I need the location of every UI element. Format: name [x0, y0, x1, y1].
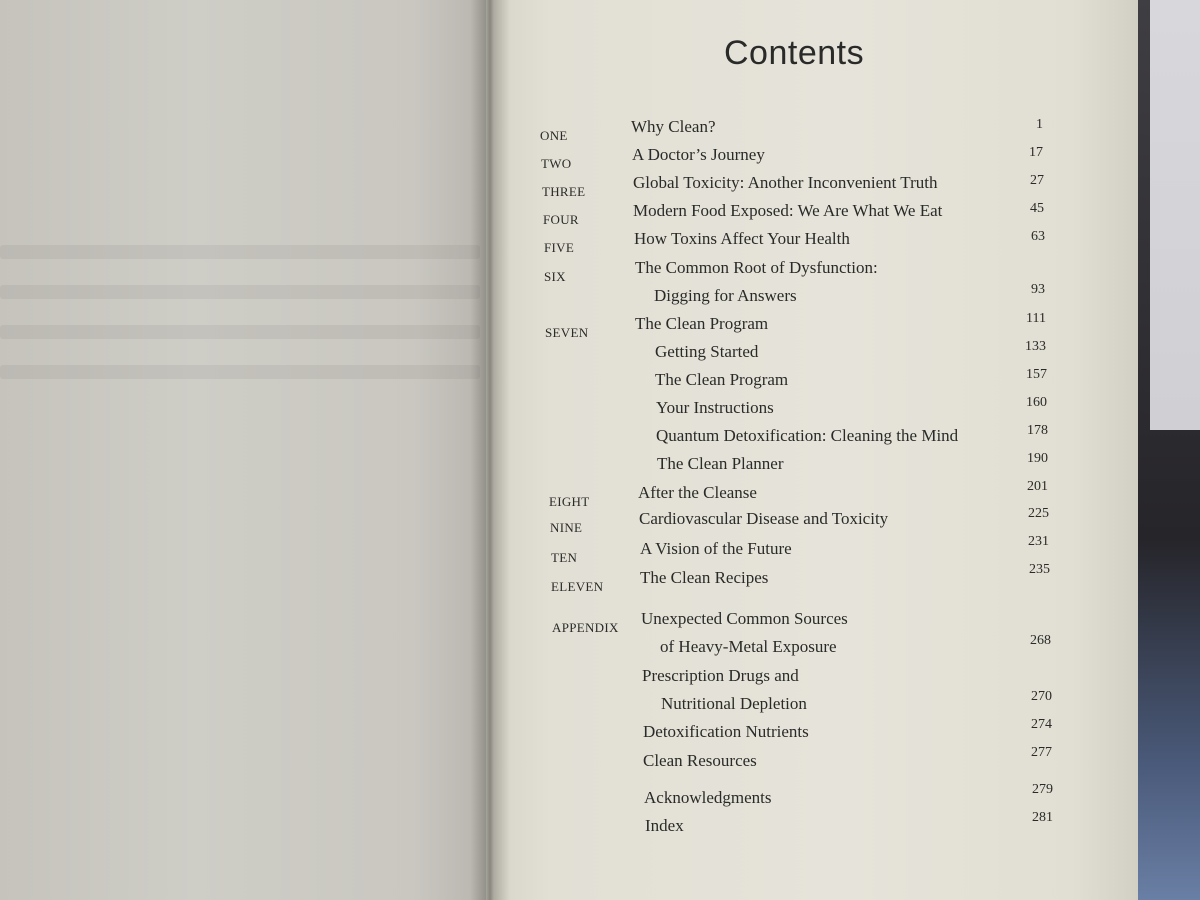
chapter-title: Cardiovascular Disease and Toxicity: [639, 509, 889, 528]
bleed-through-line: [0, 325, 480, 339]
chapter-title: Global Toxicity: Another Inconvenient Truth: [633, 173, 938, 192]
page-number: 157: [1026, 367, 1047, 382]
chapter-title: of Heavy-Metal Exposure: [660, 637, 837, 656]
page-number: 201: [1027, 479, 1048, 494]
chapter-number: SIX: [544, 269, 566, 284]
chapter-title: The Clean Recipes: [640, 568, 769, 587]
chapter-number: APPENDIX: [552, 620, 619, 635]
bleed-through-line: [0, 245, 480, 259]
chapter-title: Unexpected Common Sources: [641, 609, 848, 628]
page-number: 133: [1025, 339, 1046, 354]
chapter-title: The Common Root of Dysfunction:: [635, 258, 878, 277]
chapter-title: Prescription Drugs and: [642, 666, 799, 685]
page-number: 270: [1031, 689, 1052, 704]
left-page: [0, 0, 486, 900]
page-title: Contents: [724, 34, 865, 72]
page-number: 281: [1032, 810, 1053, 825]
page-number: 277: [1031, 745, 1052, 760]
page-number: 231: [1028, 534, 1049, 549]
chapter-title: The Clean Program: [655, 370, 789, 389]
chapter-title: A Doctor’s Journey: [632, 145, 765, 164]
chapter-number: TWO: [541, 156, 572, 171]
bleed-through-line: [0, 285, 480, 299]
chapter-title: Nutritional Depletion: [661, 694, 807, 713]
chapter-title: Quantum Detoxification: Cleaning the Mind: [656, 426, 959, 445]
chapter-title: Digging for Answers: [654, 286, 797, 305]
chapter-number: TEN: [551, 550, 578, 565]
book-gutter: [470, 0, 510, 900]
page-number: 190: [1027, 451, 1048, 466]
page-number: 279: [1032, 782, 1053, 797]
right-page: [486, 0, 1138, 900]
chapter-title: A Vision of the Future: [640, 539, 792, 558]
page-number: 93: [1031, 282, 1045, 297]
page-number: 111: [1026, 311, 1046, 326]
chapter-number: SEVEN: [545, 325, 589, 340]
bleed-through-line: [0, 365, 480, 379]
chapter-title: Detoxification Nutrients: [643, 722, 809, 741]
page-number: 268: [1030, 633, 1051, 648]
chapter-title: Acknowledgments: [644, 788, 772, 807]
chapter-number: ELEVEN: [551, 579, 604, 594]
chapter-title: The Clean Program: [635, 314, 769, 333]
page-number: 178: [1027, 423, 1048, 438]
chapter-title: Getting Started: [655, 342, 759, 361]
chapter-number: FIVE: [544, 240, 575, 255]
chapter-title: Your Instructions: [656, 398, 774, 417]
chapter-title: After the Cleanse: [638, 483, 757, 502]
chapter-title: Index: [645, 816, 684, 835]
chapter-title: Why Clean?: [631, 117, 716, 136]
chapter-number: NINE: [550, 520, 583, 535]
page-number: 235: [1029, 562, 1050, 577]
background-wall: [1150, 0, 1200, 430]
chapter-title: Modern Food Exposed: We Are What We Eat: [633, 201, 943, 220]
page-number: 160: [1026, 395, 1047, 410]
chapter-title: The Clean Planner: [657, 454, 784, 473]
chapter-number: FOUR: [543, 212, 579, 227]
chapter-number: ONE: [540, 128, 568, 143]
page-number: 225: [1028, 506, 1049, 521]
chapter-title: How Toxins Affect Your Health: [634, 229, 850, 248]
chapter-number: THREE: [542, 184, 586, 199]
chapter-number: EIGHT: [549, 494, 590, 509]
page-number: 1: [1036, 117, 1043, 132]
page-number: 45: [1030, 201, 1044, 216]
page-number: 27: [1030, 173, 1044, 188]
page-number: 17: [1029, 145, 1043, 160]
chapter-title: Clean Resources: [643, 751, 757, 770]
page-number: 63: [1031, 229, 1045, 244]
page-number: 274: [1031, 717, 1052, 732]
